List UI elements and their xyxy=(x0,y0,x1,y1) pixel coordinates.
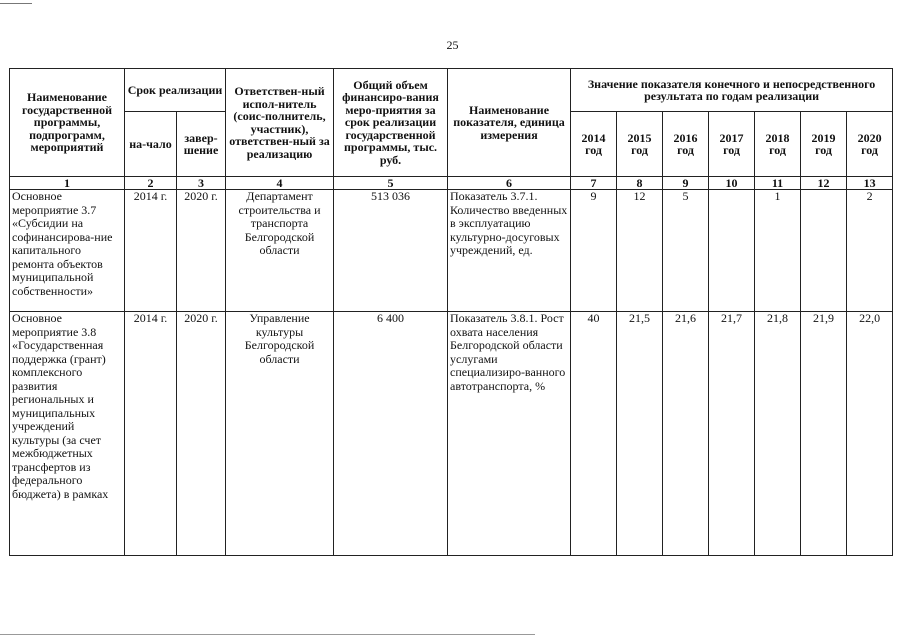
row-value: 21,8 xyxy=(755,312,801,556)
column-number: 3 xyxy=(177,177,226,190)
header-year: 2015 год xyxy=(617,112,663,177)
row-funding: 6 400 xyxy=(334,312,448,556)
row-responsible: Департамент строительства и транспорта Белгородской области xyxy=(226,190,334,312)
table-row xyxy=(10,312,893,556)
row-value xyxy=(709,190,755,312)
row-value: 21,9 xyxy=(801,312,847,556)
header-term-group: Срок реализации xyxy=(125,69,226,112)
row-value: 9 xyxy=(571,190,617,312)
row-value: 21,5 xyxy=(617,312,663,556)
column-number: 12 xyxy=(801,177,847,190)
column-number: 2 xyxy=(125,177,177,190)
column-number: 11 xyxy=(755,177,801,190)
row-value: 5 xyxy=(663,190,709,312)
column-number: 6 xyxy=(448,177,571,190)
header-responsible: Ответствен-ный испол-нитель (соис-полнитель, участник), ответствен-ный за реализацию xyxy=(226,69,334,177)
row-end: 2020 г. xyxy=(177,190,226,312)
column-number: 13 xyxy=(847,177,893,190)
row-funding: 513 036 xyxy=(334,190,448,312)
bottom-rule xyxy=(0,634,535,635)
table-row xyxy=(10,190,893,312)
row-start: 2014 г. xyxy=(125,190,177,312)
row-value: 1 xyxy=(755,190,801,312)
row-program-name: Основное мероприятие 3.7 «Субсидии на софинансирова-ние капитального ремонта объектов муниципальной собственности» xyxy=(10,190,125,312)
header-indicator: Наименование показателя, единица измерения xyxy=(448,69,571,177)
top-rule xyxy=(0,3,32,4)
row-value: 21,6 xyxy=(663,312,709,556)
header-year: 2017 год xyxy=(709,112,755,177)
column-number: 8 xyxy=(617,177,663,190)
header-row-top xyxy=(10,69,893,112)
row-start: 2014 г. xyxy=(125,312,177,556)
row-value: 21,7 xyxy=(709,312,755,556)
column-number: 9 xyxy=(663,177,709,190)
column-number-row xyxy=(10,177,893,190)
row-value: 40 xyxy=(571,312,617,556)
header-program-name: Наименование государственной программы, подпрограмм, мероприятий xyxy=(10,69,125,177)
row-indicator: Показатель 3.7.1. Количество введенных в эксплуатацию культурно-досуговых учреждений, ед. xyxy=(448,190,571,312)
row-responsible: Управление культуры Белгородской области xyxy=(226,312,334,556)
row-value xyxy=(801,190,847,312)
row-end: 2020 г. xyxy=(177,312,226,556)
page-number: 25 xyxy=(446,38,459,52)
header-year: 2018 год xyxy=(755,112,801,177)
header-year: 2016 год xyxy=(663,112,709,177)
header-funding: Общий объем финансиро-вания меро-приятия за срок реализации государственной программы, тыс. руб. xyxy=(334,69,448,177)
header-year: 2014 год xyxy=(571,112,617,177)
column-number: 4 xyxy=(226,177,334,190)
row-value: 2 xyxy=(847,190,893,312)
row-value: 12 xyxy=(617,190,663,312)
row-value: 22,0 xyxy=(847,312,893,556)
header-values-group: Значение показателя конечного и непосредственного результата по годам реализации xyxy=(571,69,893,112)
row-program-name: Основное мероприятие 3.8 «Государственная поддержка (грант) комплексного развития региональных и муниципальных учреждений культуры (за счет межбюджетных трансфертов из федерального бюджета) в рамках xyxy=(10,312,125,556)
column-number: 1 xyxy=(10,177,125,190)
column-number: 7 xyxy=(571,177,617,190)
header-start: на-чало xyxy=(125,112,177,177)
program-table xyxy=(9,68,893,556)
header-end: завер-шение xyxy=(177,112,226,177)
header-year: 2019 год xyxy=(801,112,847,177)
row-indicator: Показатель 3.8.1. Рост охвата населения Белгородской области услугами специализиро-ванного автотранспорта, % xyxy=(448,312,571,556)
column-number: 10 xyxy=(709,177,755,190)
column-number: 5 xyxy=(334,177,448,190)
header-year: 2020 год xyxy=(847,112,893,177)
